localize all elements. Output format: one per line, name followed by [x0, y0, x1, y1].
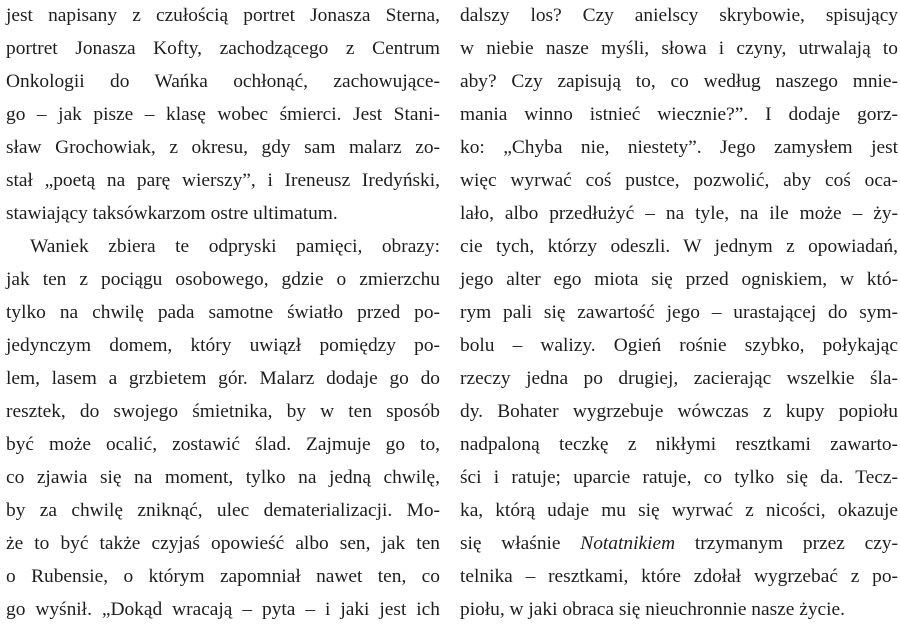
- text-fragment: się właśnie: [460, 533, 581, 554]
- text-line: ko: „Chyba nie, niestety”. Jego zamysłem jest: [460, 137, 898, 158]
- text-line: jak ten z pociągu osobowego, gdzie o zmierzchu: [6, 269, 440, 290]
- text-line: rzeczy jedna po drugiej, zacierając wszelkie śla-: [460, 368, 898, 389]
- text-line: resztek, do swojego śmietnika, by w ten sposób: [6, 401, 440, 422]
- text-line: ści i ratuje; uparcie ratuje, co tylko się da. Tecz-: [460, 467, 898, 488]
- text-line: jedynczym domem, który uwiązł pomiędzy po-: [6, 335, 440, 356]
- text-line: portret Jonasza Kofty, zachodzącego z Centrum: [6, 38, 440, 59]
- text-line: więc wyrwać coś pustce, pozwolić, aby coś oca-: [460, 170, 898, 191]
- text-line: tylko na chwilę pada samotne światło przed po-: [6, 302, 440, 323]
- text-line: że to być także czyjaś opowieść albo sen, jak ten: [6, 533, 440, 554]
- text-fragment: trzymanym przez czy-: [675, 533, 898, 554]
- text-line: stał „poetą na parę wierszy”, i Ireneusz Iredyński,: [6, 170, 440, 191]
- text-line: w niebie nasze myśli, słowa i czyny, utrwalają to: [460, 38, 898, 59]
- text-line: lem, lasem a grzbietem gór. Malarz dodaje go do: [6, 368, 440, 389]
- text-line: być może ocalić, zostawić ślad. Zajmuje go to,: [6, 434, 440, 455]
- text-line: dy. Bohater wygrzebuje wówczas z kupy popiołu: [460, 401, 898, 422]
- text-line: sław Grochowiak, z okresu, gdy sam malarz zo-: [6, 137, 440, 158]
- book-title: Notatnikiem: [580, 533, 676, 554]
- text-line: lało, albo przedłużyć – na tyle, na ile może – ży-: [460, 203, 898, 224]
- text-line: telnika – resztkami, które zdołał wygrzebać z po-: [460, 566, 898, 587]
- text-line: nadpaloną teczkę z nikłymi resztkami zawarto-: [460, 434, 898, 455]
- text-line: cie tych, którzy odeszli. W jednym z opowiadań,: [460, 236, 898, 257]
- text-line: piołu, w jaki obraca się nieuchronnie nasze życie.: [460, 599, 845, 620]
- text-line: Onkologii do Wańka ochłonąć, zachowujące-: [6, 71, 440, 92]
- text-line: dalszy los? Czy anielscy skrybowie, spisujący: [460, 5, 898, 26]
- paragraph-start-line: Waniek zbiera te odpryski pamięci, obrazy:: [30, 236, 440, 257]
- text-line: by za chwilę zniknąć, ulec dematerializacji. Mo-: [6, 500, 440, 521]
- text-line: o Rubensie, o którym zapomniał nawet ten, co: [6, 566, 440, 587]
- text-line: go wyśnił. „Dokąd wracają – pyta – i jaki jest ich: [6, 599, 440, 620]
- text-line-with-title: [460, 526, 898, 562]
- text-line: ka, którą udaje mu się wyrwać z nicości, okazuje: [460, 500, 898, 521]
- text-line: rym pali się zawartość jego – urastającej do sym-: [460, 302, 898, 323]
- text-line: co zjawia się na moment, tylko na jedną chwilę,: [6, 467, 440, 488]
- text-line: mania winno istnieć wiecznie?”. I dodaje gorz-: [460, 104, 898, 125]
- text-line: jego alter ego miota się przed ogniskiem, w któ-: [460, 269, 898, 290]
- text-line: aby? Czy zapisują to, co według naszego mnie-: [460, 71, 898, 92]
- paragraph-end-line: stawiający taksówkarzom ostre ultimatum.: [6, 203, 338, 224]
- text-line: jest napisany z czułością portret Jonasza Sterna,: [6, 5, 440, 26]
- text-line: bolu – walizy. Ogień rośnie szybko, połykając: [460, 335, 898, 356]
- text-line: go – jak pisze – klasę wobec śmierci. Jest Stani-: [6, 104, 440, 125]
